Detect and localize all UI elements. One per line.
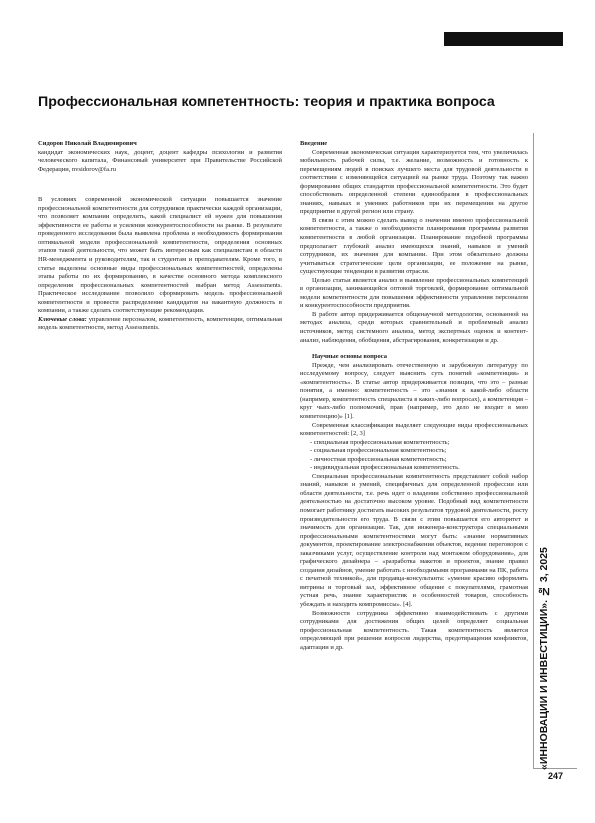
keywords-text: управление персоналом, компетентность, компетенции, оптимальная модель компетентности, метод Assessments. (38, 315, 283, 332)
keywords-label: Ключевые слова: (38, 315, 87, 323)
author-affiliation: кандидат экономических наук, доцент, доцент кафедры психологии и развития человеческого капитала, Финансовый университет при Правительстве Российской Федерации, nvsidorov@fa.ru (38, 148, 282, 173)
abstract-text: В условиях современной экономической ситуации повышается значение профессиональной компетентности для сотрудников практически каждой организации, что позволяет компании определить, какой специалист ей нужен для повышения эффективности ее работы и усиления конкурентоспособности на рынке. В результате проведенного исследования была выявлена проблема и необходимость формирования оптимальной модели профессиональной компетентности, определения основных этапов такой деятельности, что может быть интересным как специалистам в области HR-менеджмента и руководителям, так и студентам и преподавателям. Кроме того, в статье выделены основные виды профессиональных компетентностей, определены этапы работы по их формированию, в качестве основного метода комплексного определения профессиональных компетентностей выбран метод Assessments. Практическое исследование позволило сформировать модель профессиональной компетентности и провести распределение кандидатов на вакантную должность в компании, а также сделать соответствующие рекомендации. (38, 196, 282, 315)
basics-paragraph: Современная классификация выделяет следующие виды профессиональных компетентностей: [2, 3] (300, 421, 528, 438)
margin-rule-vertical (533, 133, 534, 768)
list-item: - специальная профессиональная компетентность; (310, 438, 450, 446)
basics-paragraph: Прежде, чем анализировать отечественную и зарубежную литературу по исследуемому вопросу, следует выяснить суть понятий «компетенция» и «компетентность». В статье автор придерживается позиции, что это – разные понятия, а именно: компетентность – это «знания к какой-либо области (например, компетентность специалиста в каких-либо вопросах), а компетенция – круг чьих-либо полномочий, прав (например, это дело не входит в мою компетенцию)» [1]. (300, 361, 528, 420)
article-title: Профессиональная компетентность: теория и практика вопроса (38, 94, 495, 110)
intro-paragraph: Целью статьи является анализ и выявление профессиональных компетенций в организации, занимающейся оптовой торговлей, формирование оптимальной модели компетентности для повышения эффективности управления персоналом и конкурентоспособности предприятия. (300, 276, 528, 310)
abstract (38, 196, 282, 333)
left-column (38, 140, 282, 333)
page-number: 247 (548, 771, 564, 781)
journal-running-title: «ИННОВАЦИИ И ИНВЕСТИЦИИ». № 3, 2025 (538, 547, 550, 770)
intro-paragraph: Современная экономическая ситуация характеризуется тем, что увеличилась мобильность рабочей силы, т.е. желание, возможность и готовность к перемещениям людей в поисках лучшего места для трудовой деятельности в соответствии с изменяющейся ситуацией на рынке труда. Поэтому так важно формирование общих стандартов профессиональной компетентности. Это будет способствовать определенной степени единообразия в профессиональных знаниях, навыках и умениях работников при их перемещении на другое предприятие в другой регион или страну. (300, 148, 528, 216)
author-name: Сидоров Николай Владимирович (38, 140, 137, 147)
intro-paragraph: В связи с этим можно сделать вывод о значении именно профессиональной компетентности, а также о необходимости планирования программы развития компетентности в любой организации. Планирование подобной программы предполагает глубокий анализ имеющихся знаний, навыков и умений сотрудников, их значения для компании. При этом обязательно должны учитываться стратегические цели организации, ее положение на рынке, существующие тенденции в развитии отрасли. (300, 216, 528, 276)
basics-paragraph: Возможности сотрудника эффективно взаимодействовать с другими сотрудниками для достижения общих целей определяет социальная профессиональная компетентность. Такая компетентность является определяющей при решении вопросов лидерства, предотвращения конфликтов, адаптации и др. (300, 609, 528, 651)
section-heading-intro: Введение (300, 140, 328, 147)
section-heading-basics: Научные основы вопроса (312, 353, 387, 361)
list-item: - личностная профессиональная компетентность; (310, 455, 447, 463)
list-item: - индивидуальная профессиональная компетентность. (310, 464, 460, 472)
basics-paragraph: Специальная профессиональная компетентность представляет собой набор знаний, навыков и умений, специфичных для определенной профессии или области деятельности, т.е. речь идет о владении собственно профессиональной деятельностью на достаточно высоком уровне. Подобный вид компетентности помогает работнику достигать высоких результатов трудовой деятельности, росту производительности его труда. В связи с этим повышается его авторитет и значимость для организации. Так, для инженера-конструктора специальными профессиональными компетентностями могут быть: «знание нормативных документов, проектирование электроснабжения объектов, ведение переговоров с заказчиками услуг, осуществление контроля над монтажом оборудования», для графического дизайнера – «разработка макетов и проектов, знание правил создания дизайнов, умение работать с необходимыми программами на ПК, работа с печатной техникой», для продавца-консультанта: «умение красиво оформлять витрины и торговый зал, эффективное общение с покупателями, грамотная устная речь, знание характеристик и особенностей товаров, способность убеждать и находить компромиссы». [4]. (300, 472, 528, 608)
right-column (300, 140, 528, 652)
intro-paragraph: В работе автор придерживается общенаучной методологии, основанной на методах анализа, среди которых сравнительный и проблемный анализ источников, метод системного анализа, метод экспертных оценок и контент-анализ, наблюдения, обобщения, абстрагирования, конкретизации и др. (300, 310, 528, 344)
keywords (38, 316, 282, 333)
header-black-bar (444, 32, 563, 46)
list-item: - социальная профессиональная компетентность; (310, 447, 447, 455)
